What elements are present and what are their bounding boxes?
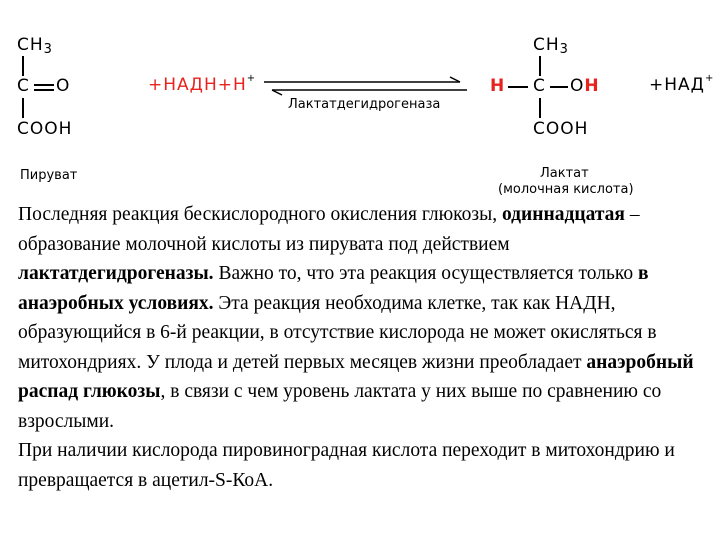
text-segment-1: Последняя реакция бескислородного окисления глюкозы, xyxy=(18,204,502,225)
lactate-oh: OH xyxy=(570,76,600,96)
lactate-bond-h xyxy=(508,86,528,88)
bold-anaerobic-glycolysis: анаэробный распад глюкозы xyxy=(18,351,694,402)
text-segment-3: Важно то, что эта реакция осуществляется только xyxy=(213,263,639,284)
pyruvate-carbon: C xyxy=(17,76,30,96)
reagents-right-sup: + xyxy=(704,73,715,84)
enzyme-label: Лактатдегидрогеназа xyxy=(288,97,441,112)
pyruvate-name: Пируват xyxy=(20,168,78,183)
pyruvate-ch3: CH3 xyxy=(17,35,53,57)
forward-arrow xyxy=(264,77,460,82)
reagents-left-text: +НАДН+Н xyxy=(148,75,247,95)
text-segment-5: , в связи с чем уровень лактата у них выше по сравнению со взрослыми. xyxy=(18,381,662,432)
lactate-cooh: COOH xyxy=(533,119,589,139)
bold-eleventh: одиннадцатая xyxy=(501,204,625,225)
lactate-subname: (молочная кислота) xyxy=(498,182,634,197)
text-segment-2: – образование молочной кислоты из пирувата под действием xyxy=(18,204,640,255)
body-text xyxy=(18,200,708,495)
lactate-bond-oh xyxy=(550,86,568,88)
pyruvate-double-bond-1 xyxy=(34,84,54,86)
reagents-left-sup: + xyxy=(246,73,257,84)
pyruvate-cooh: COOH xyxy=(17,119,73,139)
lactate-carbon: C xyxy=(533,76,546,96)
pyruvate-bond-vertical-top xyxy=(22,56,24,76)
pyruvate-oxygen: O xyxy=(56,76,71,96)
pyruvate-double-bond-2 xyxy=(34,89,54,91)
bold-enzyme: лактатдегидрогеназы. xyxy=(18,263,214,284)
pyruvate-bond-vertical-bottom xyxy=(22,98,24,118)
text-segment-4: Эта реакция необходима клетке, так как НАДН, образующийся в 6-й реакции, в отсутствие кислорода не может окисляться в митохондриях. У плода и детей первых месяцев жизни преобладает xyxy=(18,292,657,373)
paragraph-1 xyxy=(18,200,708,436)
reagents-left xyxy=(148,73,256,95)
lactate-name: Лактат xyxy=(540,166,589,181)
lactate-bond-vertical-top xyxy=(539,56,541,76)
lactate-ch3: CH3 xyxy=(533,35,569,57)
reagents-right xyxy=(649,73,714,95)
bold-anaerobic-conditions: в анаэробных условиях. xyxy=(18,263,649,314)
paragraph-2: При наличии кислорода пировиноградная кислота переходит в митохондрию и превращается в ацетил-S-КоА. xyxy=(18,440,675,491)
lactate-hydrogen: H xyxy=(490,76,506,96)
reverse-arrow xyxy=(272,90,467,95)
reagents-right-text: +НАД xyxy=(649,75,705,95)
lactate-bond-vertical-bottom xyxy=(539,98,541,118)
